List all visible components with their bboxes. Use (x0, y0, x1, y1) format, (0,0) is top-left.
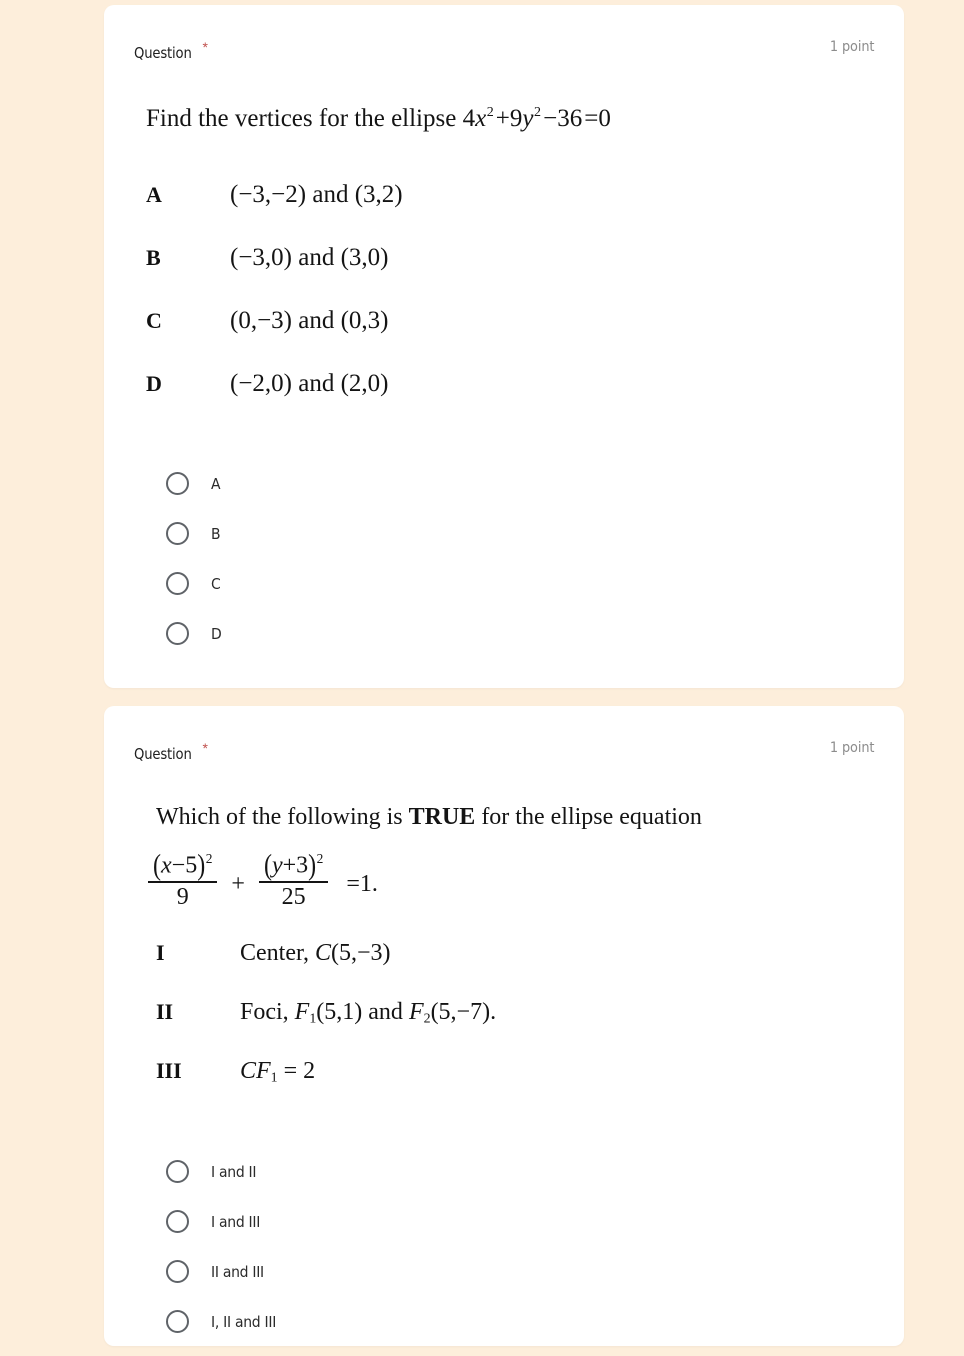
fraction-2-numerator: $(y+3)^2$ (263, 850, 324, 882)
statement-key-iii: III (156, 1057, 182, 1083)
radio-option-c[interactable] (166, 559, 874, 609)
choice-table-row (146, 307, 874, 370)
equation-equals-one: =1. (346, 871, 378, 898)
radio-circle-icon[interactable] (166, 522, 189, 545)
fraction-2 (259, 852, 328, 910)
question-card-2 (104, 706, 904, 1346)
fraction-2-denominator: 25 (281, 883, 306, 910)
statement-i-coords: (5,−3) (331, 939, 391, 966)
question-2-label-wrap (134, 740, 208, 764)
required-asterisk-icon: * (202, 740, 208, 756)
question-2-stem-true: TRUE (408, 804, 476, 830)
statement-ii-sym2: F (408, 998, 424, 1025)
radio-circle-icon[interactable] (166, 1210, 189, 1233)
question-2-radio-group[interactable] (166, 1147, 874, 1347)
statement-ii-label: Foci, (240, 998, 289, 1025)
statement-key-i: I (156, 939, 165, 965)
eq1-op2: − (543, 105, 558, 133)
question-2-header (134, 740, 874, 764)
radio-label-i-and-iii: I and III (211, 1212, 261, 1231)
radio-option-i-and-ii[interactable] (166, 1147, 874, 1197)
question-2-stem-line1 (156, 804, 874, 830)
choice-value-a: (−3,−2) and (3,2) (230, 180, 403, 208)
question-1-label: Question (134, 44, 192, 63)
statement-ii-sym1: F (294, 998, 310, 1025)
statement-ii-sub2: 2 (423, 1011, 431, 1027)
radio-option-b[interactable] (166, 509, 874, 559)
radio-label-i-ii-and-iii: I, II and III (211, 1312, 277, 1331)
choice-table-row (146, 244, 874, 307)
question-1-equation (463, 105, 611, 132)
choice-key-a: A (146, 181, 162, 207)
choice-key-d: D (146, 370, 162, 396)
statement-ii-period: . (490, 998, 497, 1025)
statement-row-1 (156, 940, 874, 999)
fraction-1 (148, 852, 217, 910)
statement-iii-sub: 1 (270, 1070, 278, 1086)
question-2-statement-list (156, 940, 874, 1117)
choice-table-row (146, 181, 874, 244)
question-1-stem (146, 105, 874, 133)
question-2-points: 1 point (829, 740, 874, 756)
radio-circle-icon[interactable] (166, 472, 189, 495)
frac2-power: 2 (316, 851, 324, 867)
choice-key-c: C (146, 307, 162, 333)
eq1-coef1: 4 (462, 105, 476, 133)
statement-ii-conjunction: and (368, 998, 403, 1025)
radio-label-b: B (211, 524, 221, 543)
question-2-stem-text-b: for the ellipse equation (475, 804, 702, 830)
radio-label-i-and-ii: I and II (211, 1162, 257, 1181)
radio-option-d[interactable] (166, 609, 874, 659)
radio-circle-icon[interactable] (166, 622, 189, 645)
eq1-pow2: 2 (534, 105, 541, 120)
statement-key-ii: II (156, 998, 174, 1024)
statement-row-2 (156, 999, 874, 1058)
radio-label-c: C (211, 574, 221, 593)
question-1-label-wrap (134, 39, 208, 63)
eq1-var1: x (475, 105, 487, 133)
radio-circle-icon[interactable] (166, 572, 189, 595)
statement-ii-coords2: (5,−7) (430, 998, 491, 1025)
question-card-1 (104, 5, 904, 688)
required-asterisk-icon: * (202, 39, 208, 55)
eq1-pow1: 2 (486, 105, 494, 120)
question-2-stem-text-a: Which of the following is (156, 804, 409, 830)
choice-value-d: (−2,0) and (2,0) (230, 369, 389, 397)
eq1-var2: y (522, 105, 534, 133)
eq1-op1: + (495, 105, 510, 133)
radio-circle-icon[interactable] (166, 1160, 189, 1183)
question-2-equation (146, 852, 874, 910)
statement-text-iii (240, 1058, 315, 1087)
eq1-equals: = (584, 105, 599, 133)
question-1-points: 1 point (829, 39, 874, 55)
frac1-power: 2 (205, 851, 213, 867)
statement-text-i (240, 940, 391, 967)
radio-option-i-ii-and-iii[interactable] (166, 1297, 874, 1347)
radio-circle-icon[interactable] (166, 1260, 189, 1283)
statement-ii-coords1: (5,1) (316, 998, 363, 1025)
question-1-stem-text: Find the vertices for the ellipse (146, 105, 463, 133)
choice-value-c: (0,−3) and (0,3) (230, 306, 389, 334)
question-1-choice-table (146, 181, 874, 433)
question-1-radio-group[interactable] (166, 459, 874, 659)
radio-label-a: A (211, 474, 221, 493)
radio-label-d: D (211, 624, 222, 643)
statement-row-3 (156, 1058, 874, 1117)
fraction-1-denominator: 9 (176, 883, 189, 910)
frac2-const: +3 (282, 853, 309, 880)
statement-iii-relation: = 2 (283, 1057, 316, 1084)
eq1-const: 36 (557, 105, 583, 133)
question-2-label: Question (134, 745, 192, 764)
statement-ii-sub1: 1 (309, 1011, 317, 1027)
statement-iii-symbol: CF (240, 1057, 271, 1084)
fraction-1-numerator: $(x-5)^2$ (153, 850, 213, 882)
frac1-const: −5 (171, 853, 198, 880)
radio-circle-icon[interactable] (166, 1310, 189, 1333)
eq1-coef2: 9 (509, 105, 523, 133)
frac1-var: x (161, 853, 172, 880)
choice-table-row (146, 370, 874, 433)
statement-text-ii (240, 999, 496, 1028)
radio-label-ii-and-iii: II and III (211, 1262, 264, 1281)
radio-option-ii-and-iii[interactable] (166, 1247, 874, 1297)
radio-option-i-and-iii[interactable] (166, 1197, 874, 1247)
radio-option-a[interactable] (166, 459, 874, 509)
equation-plus-sign: + (231, 871, 245, 898)
choice-key-b: B (146, 244, 161, 270)
statement-i-label: Center, (240, 939, 310, 966)
question-1-header (134, 39, 874, 63)
statement-i-symbol: C (315, 939, 332, 966)
frac2-var: y (271, 853, 283, 880)
eq1-rhs: 0 (598, 105, 611, 133)
choice-value-b: (−3,0) and (3,0) (230, 243, 389, 271)
